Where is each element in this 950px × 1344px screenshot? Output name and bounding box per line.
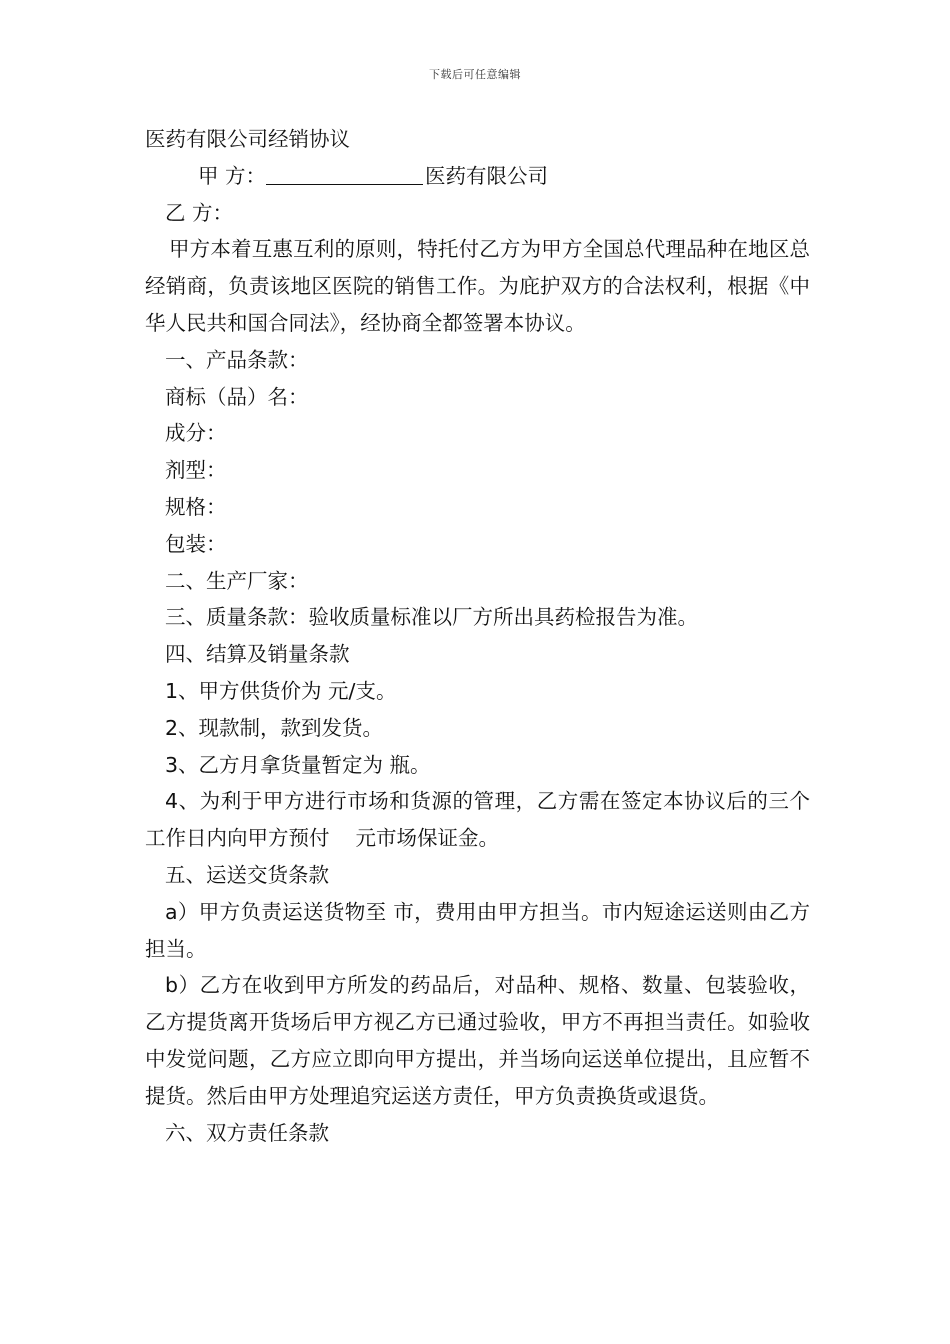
intro-paragraph: 甲方本着互惠互利的原则，特托付乙方为甲方全国总代理品种在地区总经销商，负责该地区医院的销售工作。为庇护双方的合法权利，根据《中华人民共和国合同法》，经协商全都签署本协议。 [145, 237, 810, 335]
section2-heading: 二、生产厂家： [165, 568, 309, 593]
section4-heading: 四、结算及销量条款 [165, 642, 350, 667]
section4-item3: 3、乙方月拿货量暂定为 瓶。 [165, 752, 431, 777]
dosage-form-field: 剂型： [165, 458, 227, 483]
section5-item-b: b）乙方在收到甲方所发的药品后，对品种、规格、数量、包装验收，乙方提货离开货场后甲方视乙方已通过验收，甲方不再担当责任。如验收中发觉问题，乙方应立即向甲方提出，并当场向运送单位提出，且应暂不提货。然后由甲方处理追究运送方责任，甲方负责换货或退货。 [145, 973, 810, 1108]
spec-field: 规格： [165, 494, 227, 519]
contract-body [145, 121, 810, 1151]
section4-item1: 1、甲方供货价为 元/支。 [165, 678, 397, 703]
section4-item4-part2: 元市场保证金。 [355, 826, 499, 851]
party-a-label: 甲 方： [198, 163, 267, 188]
section5-heading: 五、运送交货条款 [165, 862, 329, 887]
section4-item4 [145, 783, 810, 857]
section5-item-a: a）甲方负责运送货物至 市，费用由甲方担当。市内短途运送则由乙方担当。 [145, 899, 810, 961]
section3-heading: 三、质量条款：验收质量标准以厂方所出具药检报告为准。 [165, 605, 698, 630]
party-a-line [145, 158, 810, 195]
document-title: 医药有限公司经销协议 [145, 127, 350, 151]
section4-item2: 2、现款制，款到发货。 [165, 715, 384, 740]
brand-name-field: 商标（品）名： [165, 384, 309, 409]
section1-heading: 一、产品条款： [165, 347, 309, 372]
header-note: 下载后可任意编辑 [429, 68, 521, 81]
party-b-label: 乙 方： [165, 200, 234, 225]
packaging-field: 包装： [165, 531, 227, 556]
party-a-blank [266, 162, 423, 185]
ingredients-field: 成分： [165, 421, 227, 446]
section6-heading: 六、双方责任条款 [165, 1120, 329, 1145]
party-a-suffix: 医药有限公司 [425, 163, 549, 188]
section4-item4-part1: 4、为利于甲方进行市场和货源的管理，乙方需在签定本协议后的三个工作日内向甲方预付 [145, 789, 810, 851]
